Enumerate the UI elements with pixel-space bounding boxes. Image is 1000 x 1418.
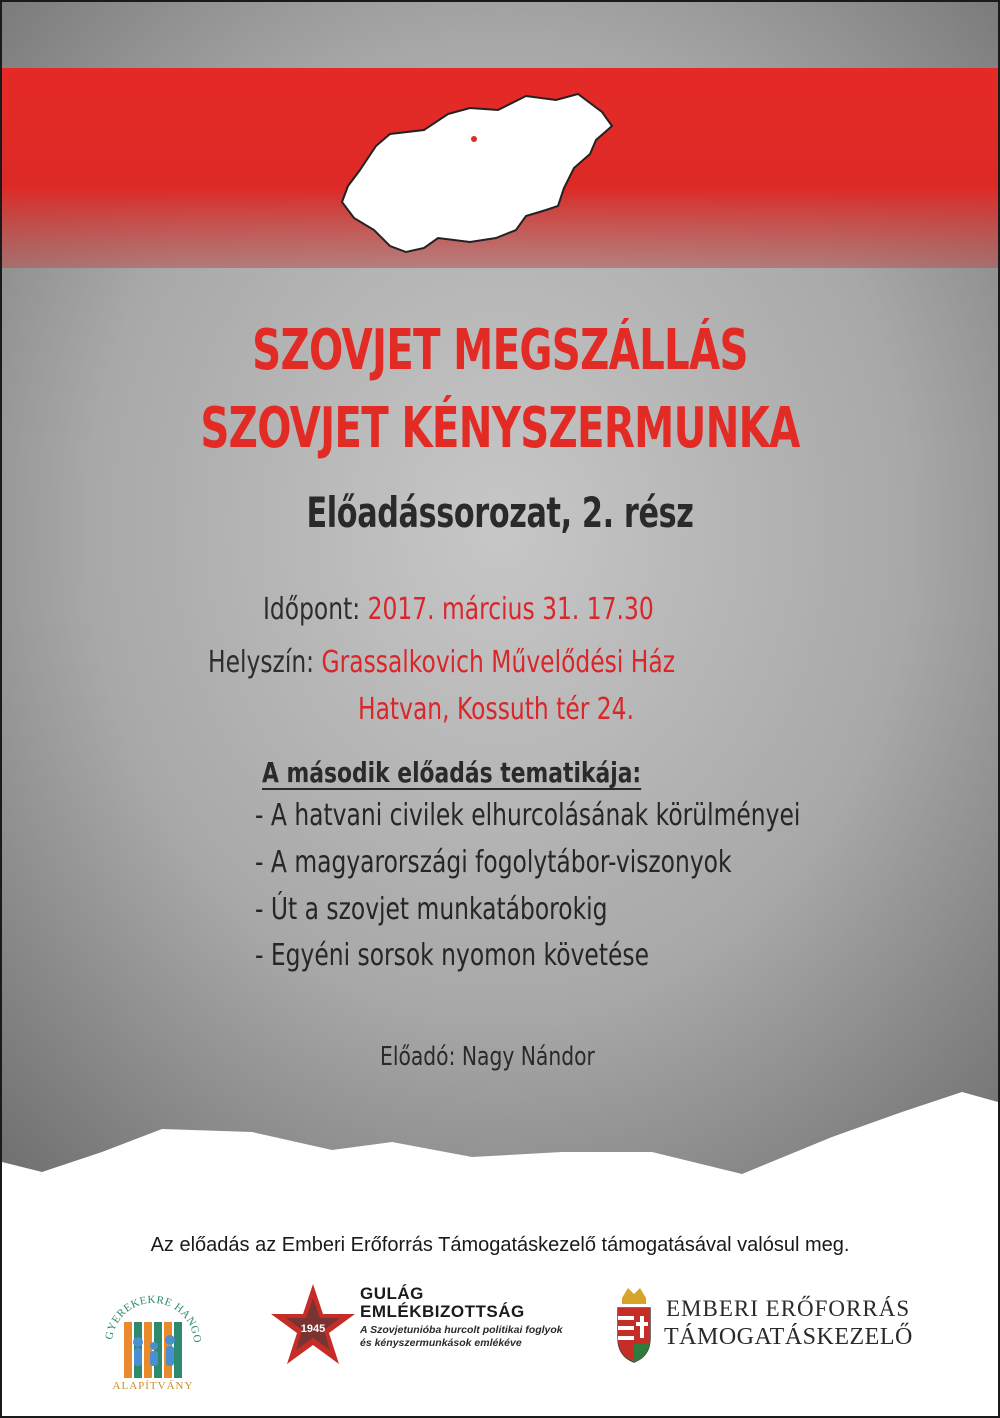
title-line-2: SZOVJET KÉNYSZERMUNKA [200, 396, 800, 461]
lecturer: Előadó: Nagy Nándor [380, 1042, 595, 1072]
time-value: 2017. március 31. 17.30 [367, 592, 654, 627]
topics-heading: A második előadás tematikája: [262, 756, 642, 789]
support-statement: Az előadás az Emberi Erőforrás Támogatáskezelő támogatásával valósul meg. [150, 1234, 850, 1256]
title-line-1: SZOVJET MEGSZÁLLÁS [252, 318, 748, 383]
gulag-subtitle-1: A Szovjetunióba hurcolt politikai foglyok [360, 1324, 563, 1336]
place-row [208, 645, 675, 680]
time-label: Időpont: [263, 592, 361, 627]
red-star-icon [270, 1282, 356, 1368]
coat-of-arms-icon [614, 1286, 654, 1366]
time-row [263, 592, 654, 627]
emberi-line-2: TÁMOGATÁSKEZELŐ [664, 1324, 913, 1350]
subtitle: Előadássorozat, 2. rész [306, 488, 694, 537]
topic-item: - A magyarországi fogolytábor-viszonyok [255, 845, 732, 880]
hungary-map [320, 90, 620, 260]
place-label: Helyszín: [208, 645, 315, 680]
logo-arc-text: GYEREKEKRE HANGO [103, 1293, 204, 1344]
topic-item: - A hatvani civilek elhurcolásának körülményei [255, 798, 801, 833]
gulag-title-2: EMLÉKBIZOTTSÁG [360, 1302, 525, 1321]
emberi-eroforras-logo [614, 1286, 944, 1376]
topic-item: - Egyéni sorsok nyomon követése [255, 938, 649, 973]
gulag-emlekbizottsag-logo [270, 1282, 563, 1382]
emberi-line-1: EMBERI ERŐFORRÁS [666, 1296, 911, 1321]
star-year: 1945 [300, 1323, 326, 1335]
address: Hatvan, Kossuth tér 24. [358, 692, 635, 727]
gulag-subtitle-2: és kényszermunkások emlékéve [360, 1337, 522, 1349]
address-row [358, 692, 634, 727]
gyerekekre-hangolva-logo [98, 1278, 208, 1398]
logo-bottom-text: ALAPÍTVÁNY [112, 1380, 194, 1392]
gulag-title: GULÁG [360, 1284, 424, 1303]
topic-item: - Út a szovjet munkatáborokig [255, 892, 608, 927]
location-dot [471, 136, 477, 142]
place-value: Grassalkovich Művelődési Ház [321, 645, 676, 680]
